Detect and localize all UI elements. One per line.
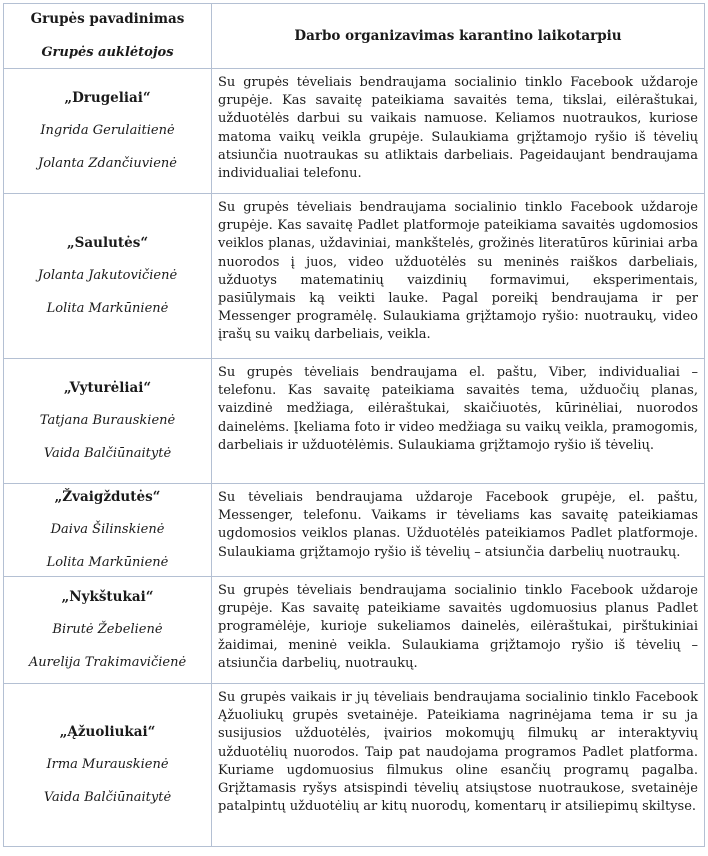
group-description: Su grupės tėveliais bendraujama socialinio tinklo Facebook uždaroje grupėje. Kas savaitę pateikiame savaitės ugdomuosius planus Padlet programėlėje, kurioje sukeliamos dainelės, eilėraštukai, pirštukiniai žaidimai, meninė veikla. Sulaukiama grįžtamojo ryšio iš tėvelių – atsiunčia darbelių, nuotraukų. (212, 577, 705, 684)
teacher-name: Jolanta Zdančiuvienė (38, 156, 177, 171)
teacher-name: Lolita Markūnienė (46, 555, 169, 570)
header-group-title: Grupės pavadinimas (30, 11, 185, 27)
group-description: Su grupės vaikais ir jų tėveliais bendraujama socialinio tinklo Facebook Ąžuoliukų grupės svetainėje. Pateikiama nagrinėjama tema ir su ja susijusios užduotėlės, įvairios mokomųjų filmukų ar interaktyvių užduotėlių nuorodos. Taip pat naudojama programos Padlet platforma. Kuriame ugdomuosius filmukus oline esančių programų pagalba. Grįžtamasis ryšys atsispindi tėvelių atsiųstose nuotraukose, svetainėje patalpintų užduotėlių ar kitų nuorodų, komentarų ir atsiliepimų skiltyse. (212, 684, 705, 847)
table-header-row (4, 4, 705, 69)
group-name: „Drugeliai“ (64, 90, 151, 106)
teacher-name: Vaida Balčiūnaitytė (43, 790, 172, 805)
teacher-name: Vaida Balčiūnaitytė (43, 446, 172, 461)
teacher-name: Birutė Žebelienė (52, 622, 163, 637)
group-name: „Saulutės“ (66, 235, 149, 251)
teacher-name: Lolita Markūnienė (46, 301, 169, 316)
group-name: „Ąžuoliukai“ (59, 724, 156, 740)
teacher-name: Tatjana Burauskienė (39, 413, 176, 428)
group-cell (4, 359, 212, 484)
group-description: Su grupės tėveliais bendraujama el. paštu, Viber, individualiai – telefonu. Kas savaitę pateikiama savaitės tema, užduočių planas, vaizdinė medžiaga, eilėraštukai, skaičiuotės, kūrinėliai, nuorodos dainelėms. Įkeliama foto ir video medžiaga su vaikų veikla, pramogomis, darbeliais ir užduotėlėmis. Sulaukiama grįžtamojo ryšio iš tėvelių. (212, 359, 705, 484)
teacher-name: Daiva Šilinskienė (50, 522, 165, 537)
group-name: „Vyturėliai“ (63, 380, 152, 396)
group-cell (4, 69, 212, 194)
group-cell (4, 484, 212, 577)
group-description: Su grupės tėveliais bendraujama socialinio tinklo Facebook uždaroje grupėje. Kas savaitę pateikiama savaitės tema, tikslai, eilėraštukai, užduotėlės darbui su vaikais namuose. Keliamos nuotraukos, kuriose matoma vaikų veikla grupėje. Sulaukiama grįžtamojo ryšio iš tėvelių atsiunčia nuotraukas su atliktais darbeliais. Pageidaujant bendraujama individualiai telefonu. (212, 69, 705, 194)
group-name: „Nykštukai“ (61, 589, 154, 605)
teacher-name: Jolanta Jakutovičienė (37, 268, 178, 283)
table-row (4, 359, 705, 484)
group-description: Su tėveliais bendraujama uždaroje Facebook grupėje, el. paštu, Messenger, telefonu. Vaikams ir tėveliams kas savaitę pateikiamas ugdomosios veiklos planas. Užduotėlės pateikiamos Padlet platformoje. Sulaukiama grįžtamojo ryšio iš tėvelių – atsiunčia darbelių nuotraukų. (212, 484, 705, 577)
group-cell (4, 194, 212, 359)
teacher-name: Irma Murauskienė (46, 757, 169, 772)
table-row (4, 69, 705, 194)
quarantine-work-table (3, 3, 705, 847)
table-row (4, 484, 705, 577)
group-cell (4, 577, 212, 684)
header-work-title: Darbo organizavimas karantino laikotarpiu (212, 4, 705, 69)
teacher-name: Ingrida Gerulaitienė (40, 123, 175, 138)
teacher-name: Aurelija Trakimavičienė (28, 655, 187, 670)
header-group-cell (4, 4, 212, 69)
table-row (4, 577, 705, 684)
group-name: „Žvaigždutės“ (54, 489, 161, 505)
table-row (4, 194, 705, 359)
group-cell (4, 684, 212, 847)
table-row (4, 684, 705, 847)
header-teachers-subtitle: Grupės auklėtojos (41, 45, 174, 60)
group-description: Su grupės tėveliais bendraujama socialinio tinklo Facebook uždaroje grupėje. Kas savaitę Padlet platformoje pateikiama savaitės ugdomosios veiklos planas, uždaviniai, mankštelės, grožinės literatūros kūriniai arba nuorodos į juos, video užduotėlės su meninės raiškos darbeliais, užduotys matematinių vaizdinių formavimui, eksperimentais, pasiūlymais ką veikti lauke. Pagal poreikį bendraujama ir per Messenger programėlę. Sulaukiama grįžtamojo ryšio: nuotraukų, video įrašų su vaikų darbeliais, veikla. (212, 194, 705, 359)
